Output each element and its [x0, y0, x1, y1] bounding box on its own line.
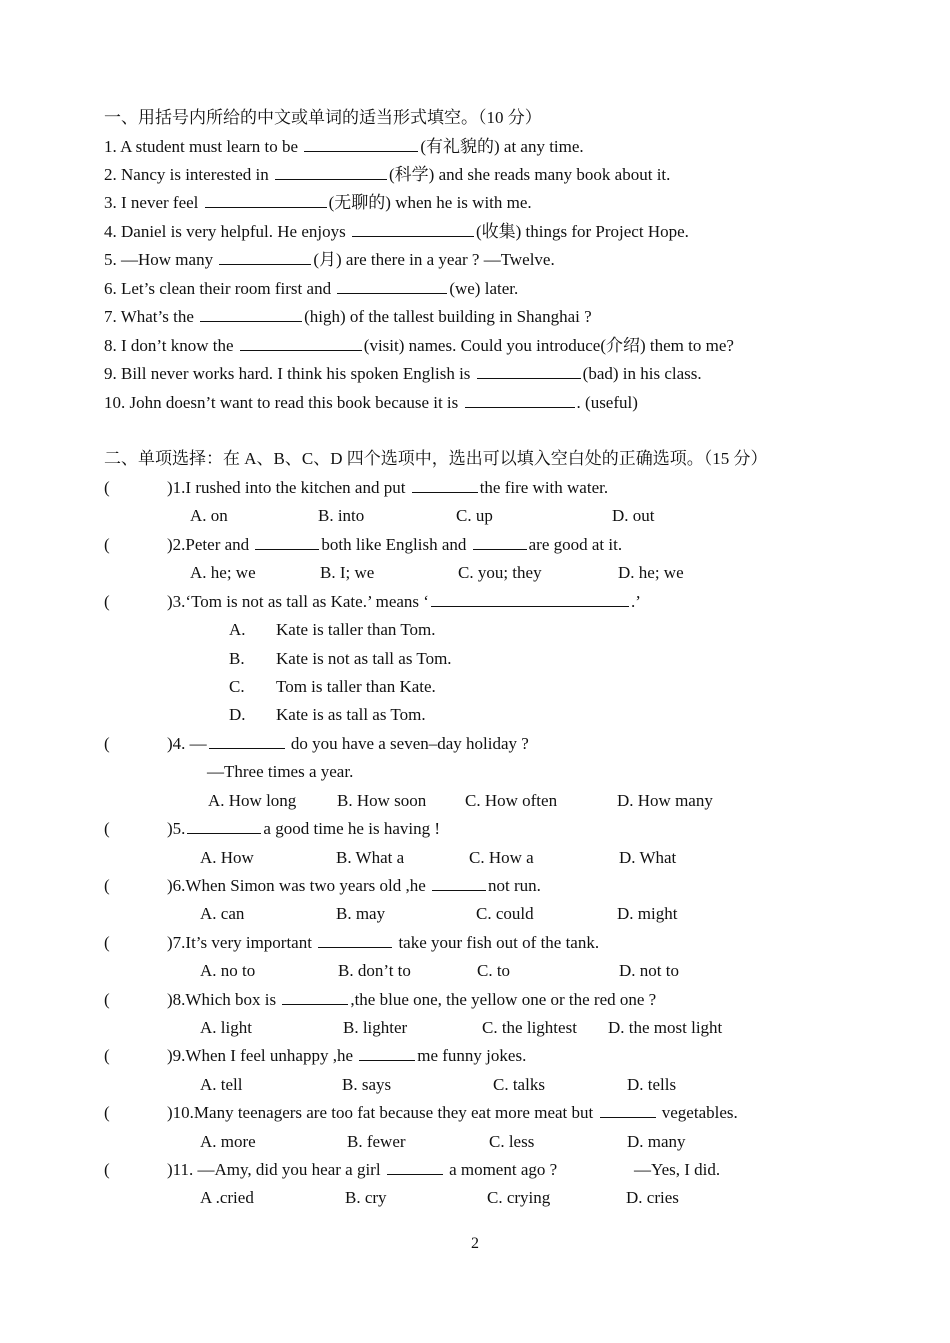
answer-blank[interactable] — [359, 1046, 415, 1061]
fill-item: 3. I never feel (无聊的) when he is with me. — [104, 193, 532, 212]
question-7: ( )7.It’s very important take your fish out of the tank. — [0, 931, 950, 955]
answer-paren[interactable]: ( — [104, 1046, 110, 1065]
answer-paren[interactable]: ( — [104, 592, 110, 611]
option-b[interactable]: B. may — [336, 904, 386, 923]
option-d[interactable]: D. he; we — [618, 563, 684, 582]
fill-item: 5. —How many (月) are there in a year ? —Twelve. — [104, 250, 555, 269]
question-11: ( )11. —Amy, did you hear a girl a moment ago ? —Yes, I did. — [0, 1158, 950, 1182]
options-4 — [0, 789, 950, 813]
question-8: ( )8.Which box is ,the blue one, the yellow one or the red one ? — [0, 988, 950, 1012]
option-c[interactable]: C. How often — [465, 791, 558, 810]
fill-item: 1. A student must learn to be (有礼貌的) at any time. — [104, 137, 584, 156]
option-d[interactable]: D. many — [627, 1132, 686, 1151]
options-5 — [0, 846, 950, 870]
option-b[interactable]: B. How soon — [337, 791, 427, 810]
answer-paren[interactable]: ( — [104, 876, 110, 895]
options-7 — [0, 959, 950, 983]
options-11 — [0, 1186, 950, 1210]
options-2 — [0, 561, 950, 585]
fill-item: 8. I don’t know the (visit) names. Could you introduce(介绍) them to me? — [104, 336, 734, 355]
answer-blank[interactable] — [465, 393, 575, 408]
answer-blank[interactable] — [432, 876, 486, 891]
answer-paren[interactable]: ( — [104, 1103, 110, 1122]
answer-blank[interactable] — [209, 734, 285, 749]
answer-blank[interactable] — [200, 307, 302, 322]
question-5: ( )5. a good time he is having ! — [0, 817, 950, 841]
answer-blank[interactable] — [600, 1103, 656, 1118]
answer-paren[interactable]: ( — [104, 933, 110, 952]
question-9: ( )9.When I feel unhappy ,he me funny jokes. — [0, 1044, 950, 1068]
options-8 — [0, 1016, 950, 1040]
question-4-answer: —Three times a year. — [207, 762, 354, 781]
option-d[interactable]: D. tells — [627, 1075, 677, 1094]
option-a[interactable]: A. more — [200, 1132, 256, 1151]
option-c[interactable]: C. you; they — [458, 563, 542, 582]
option-a[interactable]: A. light — [200, 1018, 252, 1037]
answer-paren[interactable]: ( — [104, 819, 110, 838]
page-number: 2 — [471, 1235, 479, 1252]
option-c[interactable]: C. to — [477, 961, 511, 980]
option-b[interactable]: B. says — [342, 1075, 392, 1094]
option-c[interactable]: C. How a — [469, 848, 534, 867]
option-d[interactable]: D. the most light — [608, 1018, 723, 1037]
options-10 — [0, 1130, 950, 1154]
option-b[interactable]: B. What a — [336, 848, 405, 867]
option-d[interactable]: D. might — [617, 904, 678, 923]
options-9 — [0, 1073, 950, 1097]
question-4: ( )4. — do you have a seven–day holiday ? — [0, 732, 950, 756]
option-d[interactable]: D. cries — [626, 1188, 679, 1207]
answer-blank[interactable] — [205, 193, 327, 208]
answer-blank[interactable] — [282, 990, 348, 1005]
option-c[interactable]: C. could — [476, 904, 534, 923]
fill-item: 4. Daniel is very helpful. He enjoys (收集) things for Project Hope. — [104, 222, 689, 241]
option-c[interactable]: C. up — [456, 506, 493, 525]
question-10: ( )10.Many teenagers are too fat because they eat more meat but vegetables. — [0, 1101, 950, 1125]
options-1 — [0, 504, 950, 528]
answer-blank[interactable] — [387, 1160, 443, 1175]
answer-blank[interactable] — [337, 279, 447, 294]
option-b[interactable]: B. into — [318, 506, 365, 525]
option-c[interactable]: C. less — [489, 1132, 535, 1151]
fill-item: 7. What’s the (high) of the tallest building in Shanghai ? — [104, 307, 592, 326]
section1-heading: 一、用括号内所给的中文或单词的适当形式填空。（10 分） — [104, 108, 542, 127]
fill-item: 10. John doesn’t want to read this book because it is . (useful) — [104, 393, 638, 412]
option-b[interactable]: B. I; we — [320, 563, 375, 582]
option-b[interactable]: B. cry — [345, 1188, 387, 1207]
option-a[interactable]: A. How — [200, 848, 254, 867]
question-11-reply: —Yes, I did. — [634, 1160, 721, 1179]
option-c[interactable]: C. crying — [487, 1188, 551, 1207]
option-a[interactable]: A. How long — [208, 791, 297, 810]
fill-item: 2. Nancy is interested in (科学) and she reads many book about it. — [104, 165, 671, 184]
option-b[interactable]: B. Kate is not as tall as Tom. — [229, 649, 452, 668]
fill-item: 9. Bill never works hard. I think his spoken English is (bad) in his class. — [104, 364, 702, 383]
section2-heading: 二、单项选择：在 A、B、C、D 四个选项中，选出可以填入空白处的正确选项。（15 分） — [104, 449, 768, 468]
option-a[interactable]: A. Kate is taller than Tom. — [229, 620, 436, 639]
answer-blank[interactable] — [219, 250, 311, 265]
option-a[interactable]: A .cried — [200, 1188, 254, 1207]
answer-blank[interactable] — [412, 478, 478, 493]
option-c[interactable]: C. Tom is taller than Kate. — [229, 677, 436, 696]
answer-blank[interactable] — [255, 535, 319, 550]
answer-blank[interactable] — [473, 535, 527, 550]
answer-blank[interactable] — [304, 137, 418, 152]
question-1: ( )1.I rushed into the kitchen and put the fire with water. — [0, 476, 950, 500]
option-d[interactable]: D. What — [619, 848, 677, 867]
option-c[interactable]: C. the lightest — [482, 1018, 577, 1037]
options-6 — [0, 902, 950, 926]
question-3: ( )3.‘Tom is not as tall as Kate.’ means ‘ .’ — [0, 590, 950, 614]
option-a[interactable]: A. on — [190, 506, 228, 525]
option-d[interactable]: D. How many — [617, 791, 713, 810]
option-a[interactable]: A. tell — [200, 1075, 243, 1094]
answer-paren[interactable]: ( — [104, 734, 110, 753]
option-b[interactable]: B. lighter — [343, 1018, 408, 1037]
option-a[interactable]: A. he; we — [190, 563, 256, 582]
answer-paren[interactable]: ( — [104, 478, 110, 497]
answer-paren[interactable]: ( — [104, 535, 110, 554]
answer-blank[interactable] — [431, 592, 629, 607]
option-a[interactable]: A. can — [200, 904, 245, 923]
option-b[interactable]: B. fewer — [347, 1132, 406, 1151]
fill-item: 6. Let’s clean their room first and (we) later. — [104, 279, 519, 298]
answer-blank[interactable] — [275, 165, 387, 180]
option-c[interactable]: C. talks — [493, 1075, 545, 1094]
question-6: ( )6.When Simon was two years old ,he not run. — [0, 874, 950, 898]
option-d[interactable]: D. Kate is as tall as Tom. — [229, 705, 426, 724]
answer-paren[interactable]: ( — [104, 1160, 110, 1179]
answer-blank[interactable] — [477, 364, 581, 379]
option-d[interactable]: D. not to — [619, 961, 679, 980]
answer-blank[interactable] — [187, 819, 261, 834]
option-b[interactable]: B. don’t to — [338, 961, 411, 980]
question-2: ( )2.Peter and both like English and are good at it. — [0, 533, 950, 557]
answer-paren[interactable]: ( — [104, 990, 110, 1009]
option-d[interactable]: D. out — [612, 506, 655, 525]
answer-blank[interactable] — [318, 933, 392, 948]
answer-blank[interactable] — [352, 222, 474, 237]
answer-blank[interactable] — [240, 336, 362, 351]
option-a[interactable]: A. no to — [200, 961, 256, 980]
